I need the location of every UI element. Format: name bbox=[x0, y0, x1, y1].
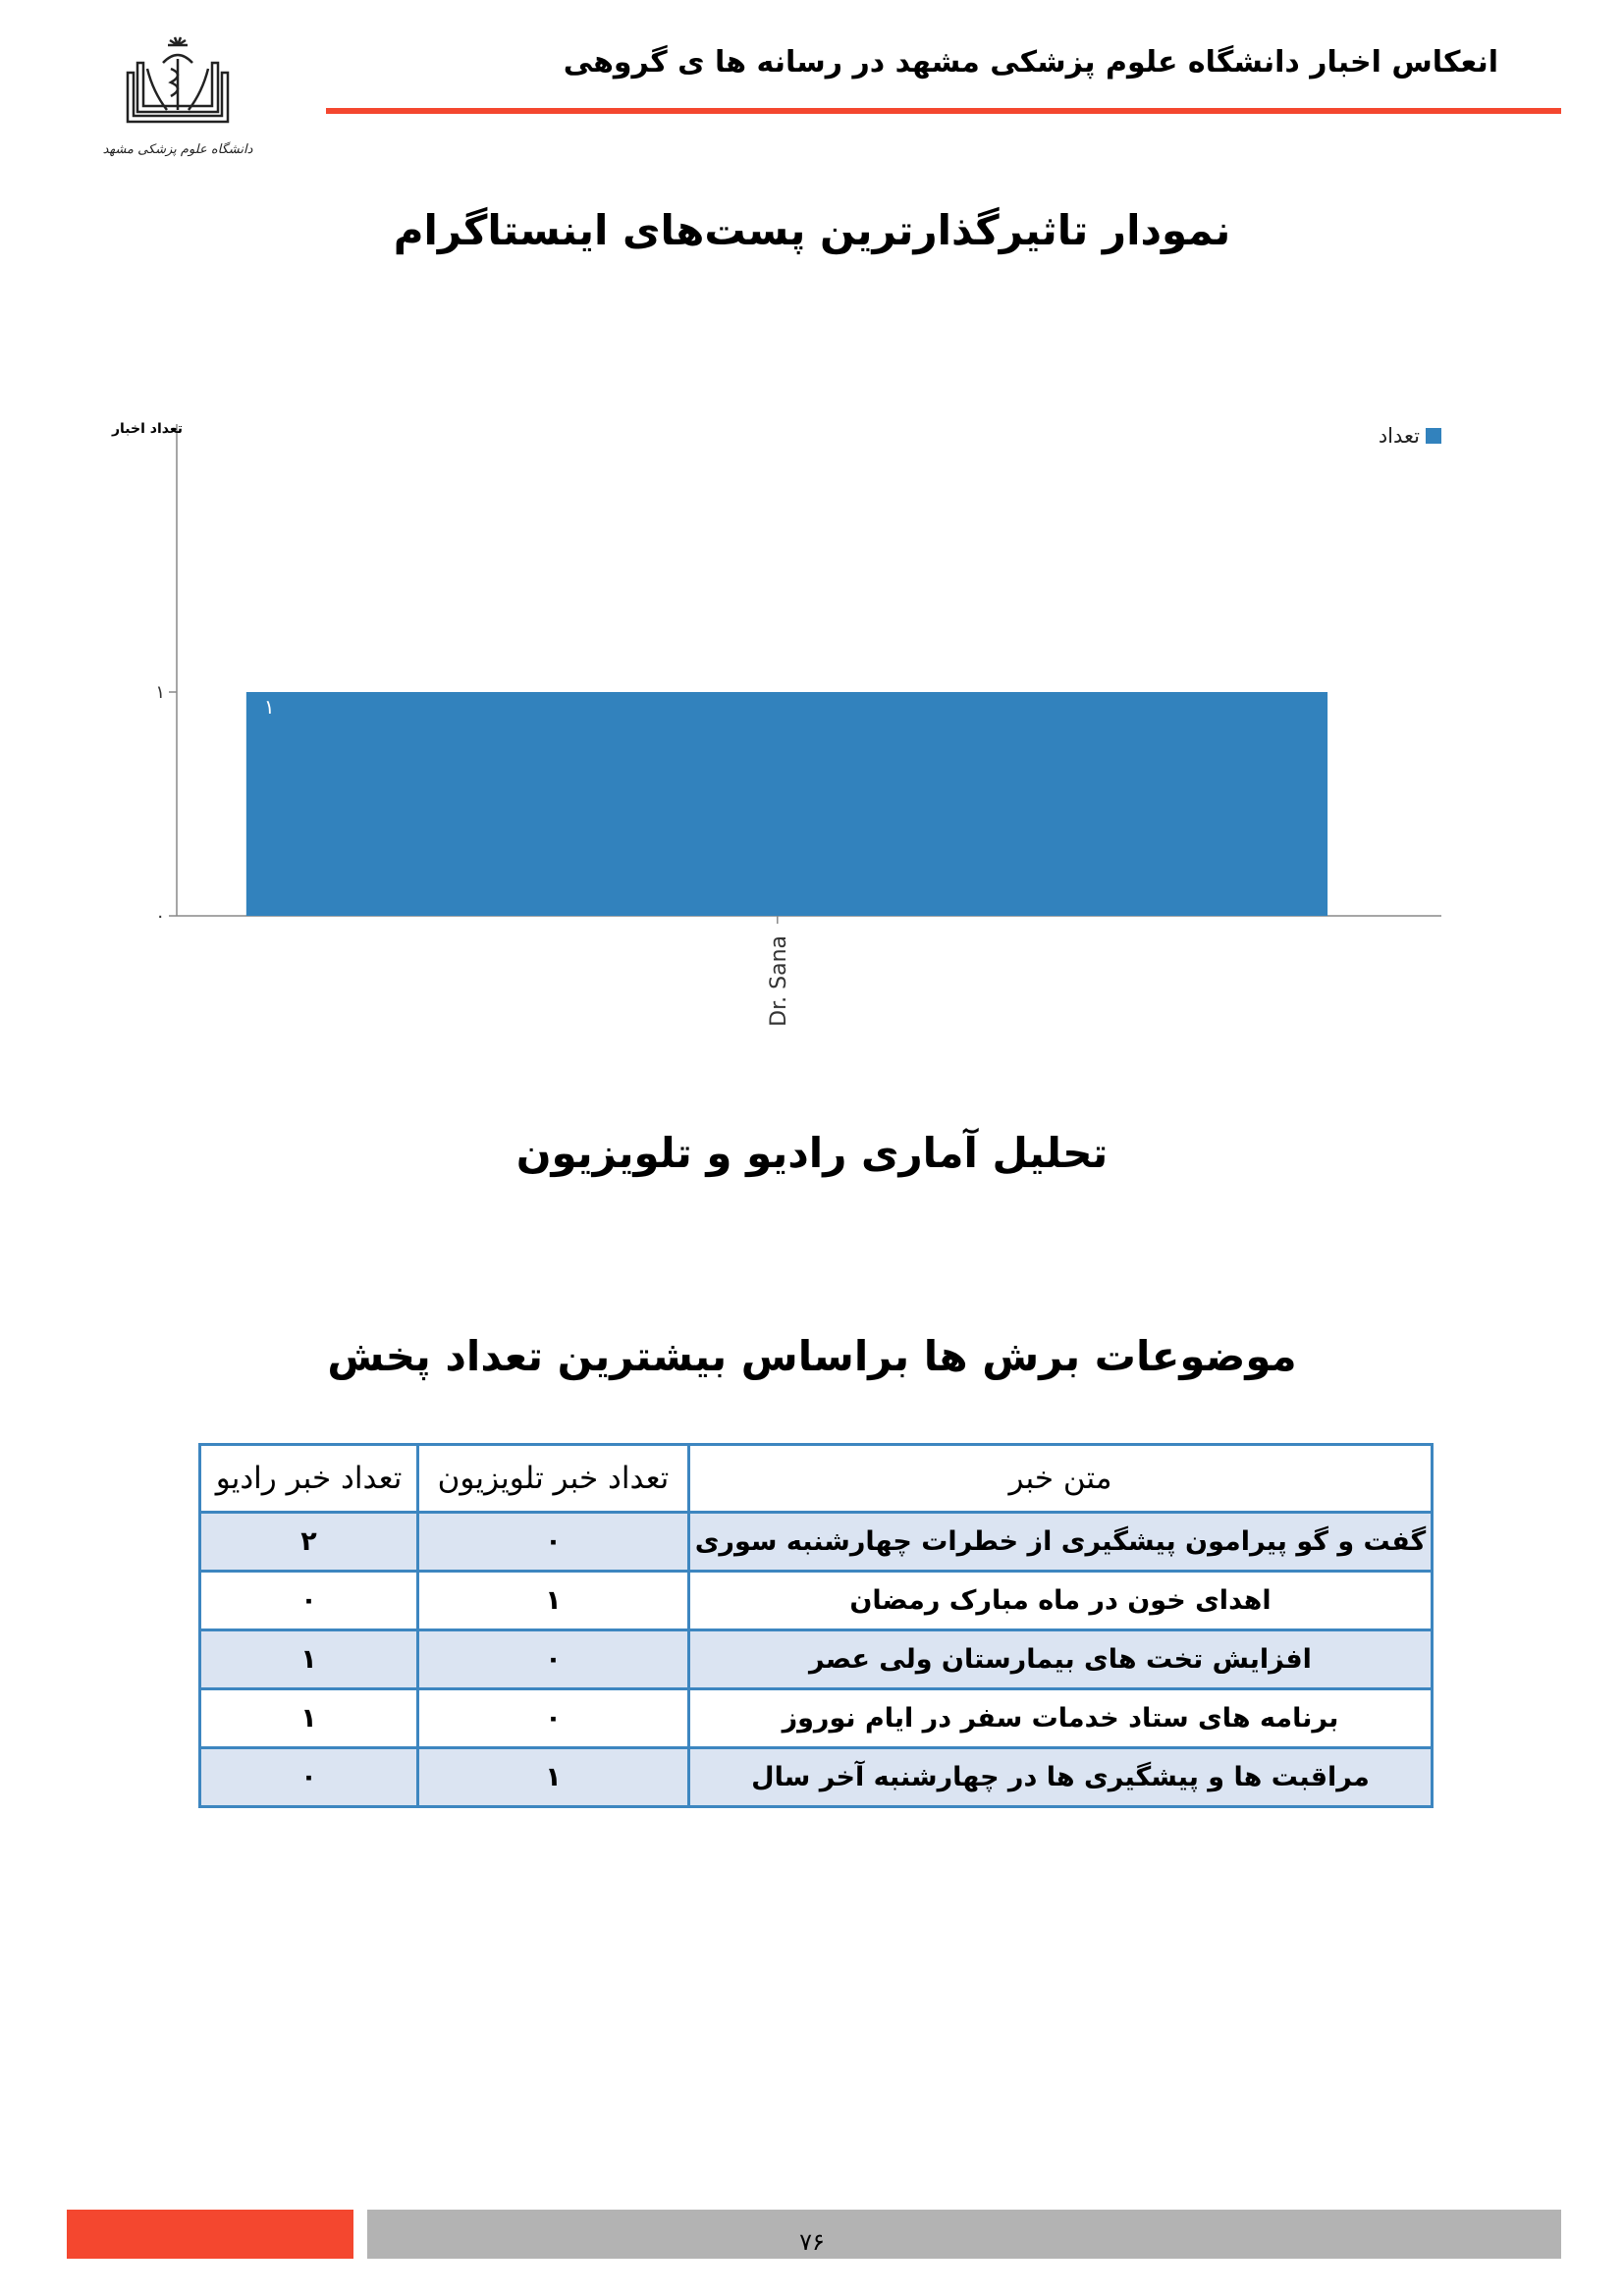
broadcast-topics-title: موضوعات برش ها براساس بیشترین تعداد پخش bbox=[327, 1332, 1297, 1380]
tv-count-cell: ۰ bbox=[418, 1513, 689, 1572]
y-tick-label: ۱ bbox=[155, 682, 165, 703]
legend-label: تعداد bbox=[1378, 424, 1420, 448]
radio-count-cell: ۲ bbox=[200, 1513, 418, 1572]
news-text-cell: افزایش تخت های بیمارستان ولی عصر bbox=[688, 1630, 1432, 1689]
broadcast-topics-table bbox=[198, 1443, 1434, 1808]
tv-count-cell: ۰ bbox=[418, 1689, 689, 1748]
chart-title: نمودار تاثیرگذارترین پست‌های اینستاگرام bbox=[393, 206, 1231, 254]
radio-count-cell: ۱ bbox=[200, 1689, 418, 1748]
tv-count-cell: ۰ bbox=[418, 1630, 689, 1689]
radio-count-cell: ۱ bbox=[200, 1630, 418, 1689]
tv-count-cell: ۱ bbox=[418, 1748, 689, 1807]
radio-tv-section-title: تحلیل آماری رادیو و تلویزیون bbox=[515, 1129, 1109, 1177]
news-text-cell: برنامه های ستاد خدمات سفر در ایام نوروز bbox=[688, 1689, 1432, 1748]
bar-data-label: ۱ bbox=[263, 695, 275, 719]
x-category-label: Dr. Sana bbox=[766, 935, 791, 1027]
column-header-news-text: متن خبر bbox=[688, 1445, 1432, 1513]
radio-count-cell: ۰ bbox=[200, 1748, 418, 1807]
page-number: ۷۶ bbox=[799, 2228, 825, 2256]
table-row bbox=[200, 1689, 1433, 1748]
y-axis-label: تعداد اخبار bbox=[111, 421, 183, 437]
column-header-radio-count: تعداد خبر رادیو bbox=[200, 1445, 418, 1513]
table-row bbox=[200, 1630, 1433, 1689]
legend-swatch bbox=[1426, 428, 1441, 444]
document-header-title: انعکاس اخبار دانشگاه علوم پزشکی مشهد در رسانه ها ی گروهی bbox=[563, 45, 1498, 80]
table-row bbox=[200, 1513, 1433, 1572]
table-row bbox=[200, 1748, 1433, 1807]
radio-count-cell: ۰ bbox=[200, 1572, 418, 1630]
y-tick-label: ۰ bbox=[155, 906, 165, 927]
news-text-cell: مراقبت ها و پیشگیری ها در چهارشنبه آخر سال bbox=[688, 1748, 1432, 1807]
footer-bar bbox=[367, 2210, 1561, 2259]
tv-count-cell: ۱ bbox=[418, 1572, 689, 1630]
table-row bbox=[200, 1572, 1433, 1630]
news-text-cell: اهدای خون در ماه مبارک رمضان bbox=[688, 1572, 1432, 1630]
footer-accent-bar bbox=[67, 2210, 353, 2259]
column-header-tv-count: تعداد خبر تلویزیون bbox=[418, 1445, 689, 1513]
news-text-cell: گفت و گو پیرامون پیشگیری از خطرات چهارشنبه سوری bbox=[688, 1513, 1432, 1572]
bar bbox=[246, 692, 1327, 916]
table-header-row bbox=[200, 1445, 1433, 1513]
instagram-posts-chart bbox=[0, 0, 1624, 1080]
logo-caption: دانشگاه علوم پزشکی مشهد bbox=[102, 142, 253, 157]
